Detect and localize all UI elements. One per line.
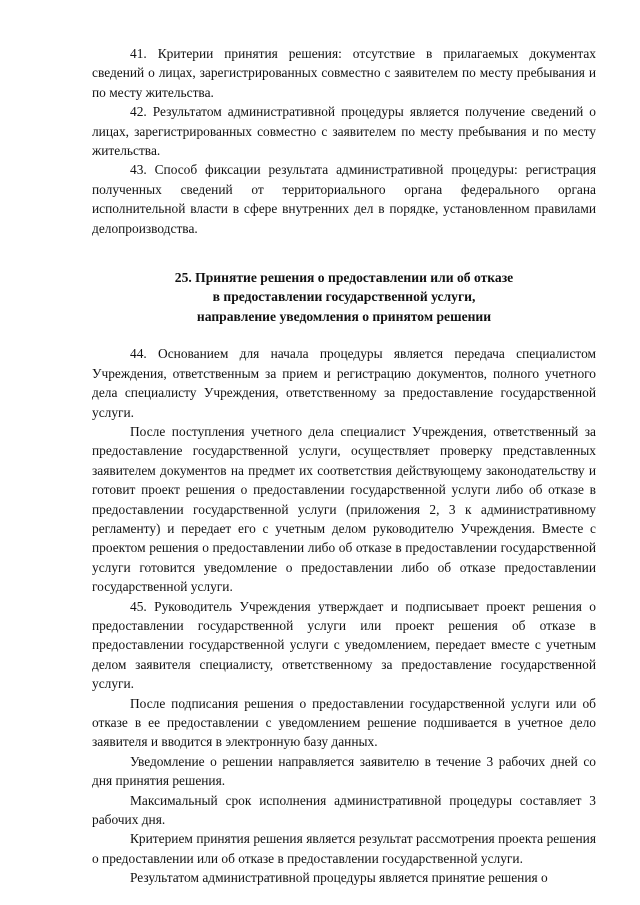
paragraph-41: 41. Критерии принятия решения: отсутствие в прилагаемых документах сведений о лицах, зарегистрированных совместно с заявителем по месту пребывания и по месту жительства. — [92, 46, 596, 100]
paragraph-after-signing: После подписания решения о предоставлении государственной услуги или об отказе в ее предоставлении с уведомлением решение подшивается в учетное дело заявителя и вводится в электронную базу данных. — [92, 695, 596, 750]
section-heading — [92, 268, 596, 326]
section-heading-line-3: направление уведомления о принятом решении — [196, 308, 492, 324]
paragraph-notification: Уведомление о решении направляется заявителю в течение 3 рабочих дней со дня принятия решения. — [92, 753, 596, 789]
paragraph-43: 43. Способ фиксации результата административной процедуры: регистрация полученных сведений от территориального органа федерального органа исполнительной власти в сфере внутренних дел в порядке, установленном правилами делопроизводства. — [92, 162, 596, 236]
paragraph-44: 44. Основанием для начала процедуры является передача специалистом Учреждения, ответственным за прием и регистрацию документов, полного учетного дела специалисту Учреждения, ответственному за предоставление государственной услуги. — [92, 346, 596, 420]
section-heading-line-1: 25. Принятие решения о предоставлении или об отказе — [174, 270, 514, 286]
paragraph-criterion: Критерием принятия решения является результат рассмотрения проекта решения о предоставлении или об отказе в предоставлении государственной услуги. — [92, 831, 596, 866]
paragraph-result: Результатом административной процедуры является принятие решения о — [130, 870, 548, 886]
paragraph-42: 42. Результатом административной процедуры является получение сведений о лицах, зарегистрированных совместно с заявителем по месту пребывания и по месту жительства. — [92, 104, 596, 159]
document-page — [92, 44, 596, 888]
section-heading-line-2: в предоставлении государственной услуги, — [212, 289, 476, 305]
paragraph-45: 45. Руководитель Учреждения утверждает и подписывает проект решения о предоставлении государственной услуги или проект решения об отказе в предоставлении государственной услуги с уведомлением, передает вместе с учетным делом заявителя специалисту, ответственному за предоставление государственной услуги. — [92, 598, 596, 692]
paragraph-max-term: Максимальный срок исполнения административной процедуры составляет 3 рабочих дня. — [92, 792, 596, 828]
paragraph-after-receipt: После поступления учетного дела специалист Учреждения, ответственный за предоставление государственной услуги, осуществляет проверку представленных заявителем документов на предмет их соответствия действующему законодательству и готовит проект решения о предоставлении государственной услуги либо об отказе в предоставлении государственной услуги (приложения 2, 3 к административному регламенту) и передает его с учетным делом руководителю Учреждения. Вместе с проектом решения о предоставлении либо об отказе в предоставлении государственной услуги готовится уведомление о предоставлении либо об отказе предоставлении государственной услуги. — [92, 423, 596, 595]
